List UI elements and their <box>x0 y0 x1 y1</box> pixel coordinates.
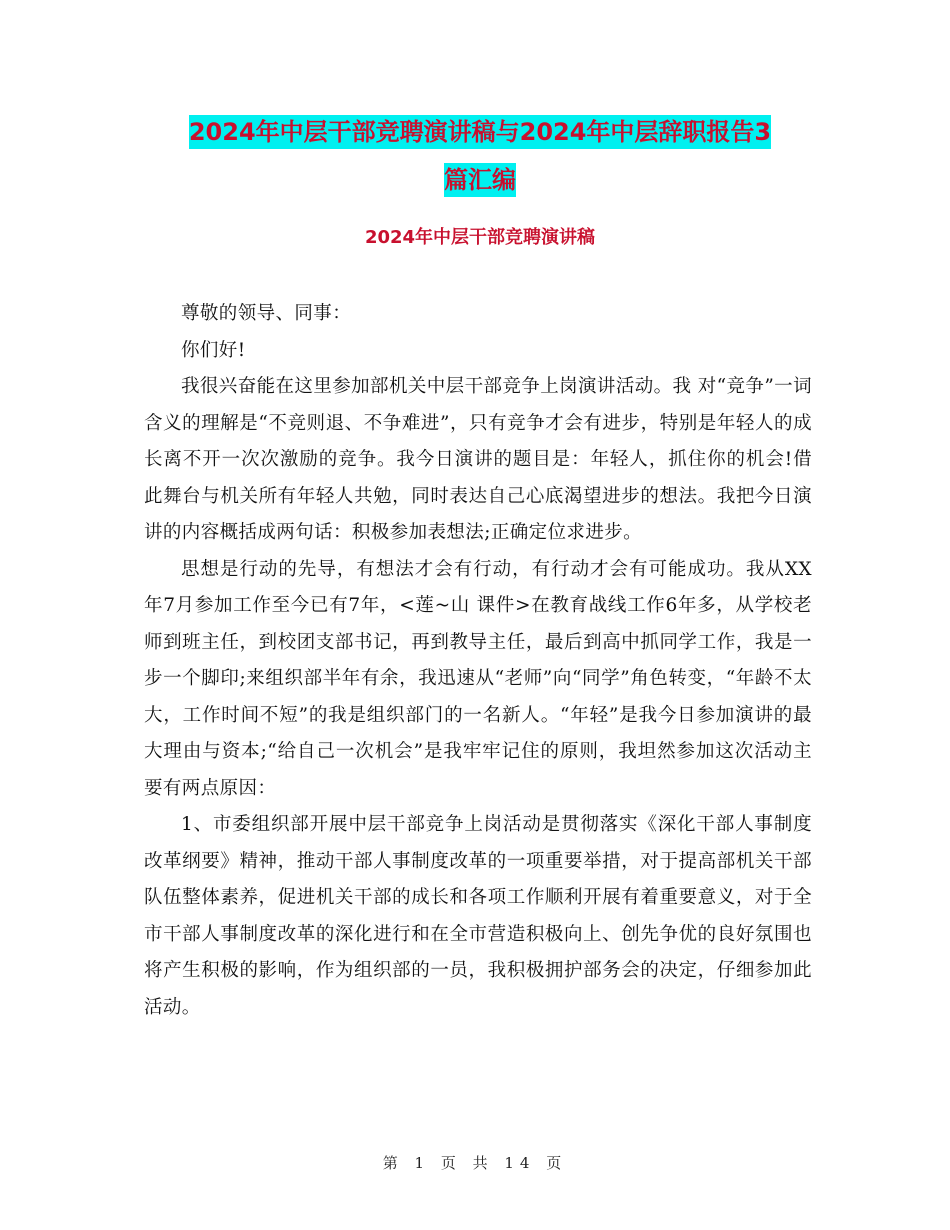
document-title <box>140 108 820 204</box>
section-title: 2024年中层干部竞聘演讲稿 <box>364 227 596 248</box>
document-body <box>144 296 812 1026</box>
salutation-paragraph: 尊敬的领导、同事： <box>181 303 352 324</box>
body-paragraph: 1、市委组织部开展中层干部竞争上岗活动是贯彻落实《深化干部人事制度改革纲要》精神，推动干部人事制度改革的一项重要举措，对于提高部机关干部队伍整体素养，促进机关干部的成长和各项工作顺利开展有着重要意义，对于全市干部人事制度改革的深化进行和在全市营造积极向上、创先争优的良好氛围也将产生积极的影响，作为组织部的一员，我积极拥护部务会的决定，仔细参加此活动。 <box>144 814 812 1018</box>
document-title-line-1: 2024年中层干部竞聘演讲稿与2024年中层辞职报告3 <box>189 115 771 149</box>
page-footer: 第 1 页 共 14 页 <box>382 1154 568 1172</box>
document-title-line-2: 篇汇编 <box>444 163 516 197</box>
greeting-paragraph: 你们好! <box>181 339 246 361</box>
body-paragraph: 思想是行动的先导，有想法才会有行动，有行动才会有可能成功。我从XX年7月参加工作至今已有7年，<莲~山 课件>在教育战线工作6年多，从学校老师到班主任，到校团支部书记，再到教导主任，最后到高中抓同学工作，我是一步一个脚印;来组织部半年有余，我迅速从“老师”向“同学”角色转变，“年龄不太大，工作时间不短”的我是组织部门的一名新人。“年轻”是我今日参加演讲的最大理由与资本;“给自己一次机会”是我牢牢记住的原则，我坦然参加这次活动主要有两点原因： <box>144 558 812 799</box>
body-paragraph: 我很兴奋能在这里参加部机关中层干部竞争上岗演讲活动。我 对“竞争”一词含义的理解是“不竞则退、不争难进”，只有竞争才会有进步，特别是年轻人的成长离不开一次次激励的竞争。我今日演讲的题目是：年轻人，抓住你的机会!借此舞台与机关所有年轻人共勉，同时表达自己心底渴望进步的想法。我把今日演讲的内容概括成两句话：积极参加表想法;正确定位求进步。 <box>144 376 812 543</box>
